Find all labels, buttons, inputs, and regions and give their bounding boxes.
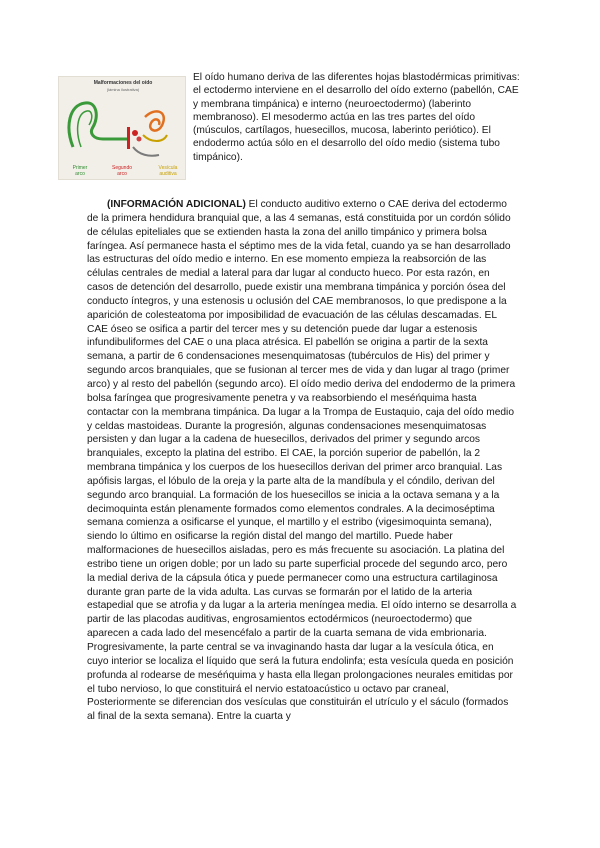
figure-label-second-arch bbox=[105, 165, 139, 177]
intro-paragraph: El oído humano deriva de las diferentes hojas blastodérmicas primitivas: el ectodermo interviene en el desarrollo del oído externo (pabellón, CAE y membrana timpánica) e interno (neuroectodermo) (laberinto membranoso). El mesodermo actúa en las tres partes del oído (músculos, cartílagos, huesecillos, mucosa, laberinto periótico). El endodermo actúa sólo en el desarrollo del oído medio (sistema tubo timpánico). bbox=[193, 72, 520, 163]
figure-label-text: Vesícula bbox=[158, 165, 178, 171]
section-heading: (INFORMACIÓN ADICIONAL) bbox=[107, 199, 246, 210]
cochlea-shape bbox=[145, 111, 164, 130]
figure-label-text: arco bbox=[75, 171, 85, 177]
figure-label-text: auditiva bbox=[159, 171, 177, 177]
vestibule-shape bbox=[143, 135, 167, 141]
figure-label-first-arch bbox=[63, 165, 97, 177]
outer-ear-inner-outline bbox=[78, 111, 92, 147]
ossicle-shape bbox=[137, 137, 142, 142]
eardrum-shape bbox=[127, 127, 130, 149]
figure-subtitle: (lámina ilustrativa) bbox=[106, 87, 140, 92]
ossicle-shape bbox=[132, 130, 138, 136]
figure-label-otic-vesicle bbox=[151, 165, 185, 177]
figure-label-text: arco bbox=[117, 171, 127, 177]
figure-title: Malformaciones del oído bbox=[93, 80, 153, 86]
main-paragraph bbox=[87, 198, 517, 724]
main-paragraph-text: El conducto auditivo externo o CAE deriva del ectodermo de la primera hendidura branquial que, a las 4 semanas, está constituida por un cordón sólido de células epiteliales que se extienden hasta la zona del anillo timpánico y primera bolsa faríngea. Así permanece hasta el séptimo mes de la vida fetal, cuando ya se han desarrollado las estructuras del oído medio e interno. En ese momento empieza la reabsorción de las células centrales de medial a lateral para dar lugar al conducto hueco. Por esta razón, en casos de detención del desarrollo, puede existir una membrana timpánica y porción ósea del conducto íntegros, y una estenosis u oclusión del CAE membranosos, lo que predispone a la aparición de colesteatoma por imposibilidad de evacuación de las células descamadas. EL CAE óseo se osifica a partir del tercer mes y su detención puede dar lugar a estenosis infundibuliformes del CAE o una placa atrésica. El pabellón se origina a partir de la sexta semana, a partir de 6 condensaciones mesenquimatosas (tubérculos de His) del primer y segundo arcos branquiales, que se fusionan al tercer mes de vida y dan lugar al trago (primer arco) y al resto del pabellón (segundo arco). El oído medio deriva del endodermo de la primera bolsa faríngea que progresivamente penetra y va reabsorbiendo el meséńquima hasta contactar con la membrana timpánica. Da lugar a la Trompa de Eustaquio, caja del oído medio y celdas mastoideas. Durante la progresión, algunas condensaciones mesenquimatosas persisten y dan lugar a la cadena de huesecillos, derivados del primer y segundo arcos branquiales, excepto la platina del estribo. El CAE, la porción superior de pabellón, la 2 membrana timpánica y los cuerpos de los huesecillos derivan del primer arco branquial. Las apófisis largas, el lóbulo de la oreja y la parte alta de la mandíbula y el cóndilo, derivan del segundo arco branquial. La formación de los huesecillos se inicia a la octava semana y a la decimoquinta están plenamente formados como elementos condrales. A la decimoséptima semana comienza a osificarse el yunque, el martillo y el estribo (vigesimoquinta semana), siendo lo último en osificarse la región distal del mango del martillo. Puede haber malformaciones de huesecillos aisladas, pero es más frecuente su asociación. La platina del estribo tiene un origen doble; por un lado su parte superficial procede del segundo arco, pero la medial deriva de la cápsula ótica y puede permanecer como una estructura cartilaginosa durante gran parte de la vida adulta. Las curvas se formarán por el latido de la arteria estapedial que se atrofia y da lugar a la arteria meníngea media. El oído interno se desarrolla a partir de las placodas auditivas, engrosamientos ectodérmicos (neuroectodermo) que aparecen a cada lado del mesencéfalo a partir de la cuarta semana de vida embrionaria. Progresivamente, la parte central se va invaginando hasta dar lugar a la vesícula ótica, en cuyo interior se localiza el líquido que será la futura endolinfa; esta vesícula queda en posición profunda al rodearse de meséńquima y hasta ella llegan prolongaciones neurales emitidas por el tubo nervioso, lo que constituirá el nervio estatoacústico u octavo par craneal, Posteriormente se diferencian dos vesículas que constituirán el utrículo y el sáculo (formados al final de la sexta semana). Entre la cuarta y bbox=[87, 199, 517, 723]
figure-label-text: Segundo bbox=[111, 165, 133, 171]
eustachian-tube-shape bbox=[133, 147, 159, 156]
figure-label-text: Primer bbox=[72, 165, 88, 171]
ear-development-figure bbox=[58, 76, 186, 180]
